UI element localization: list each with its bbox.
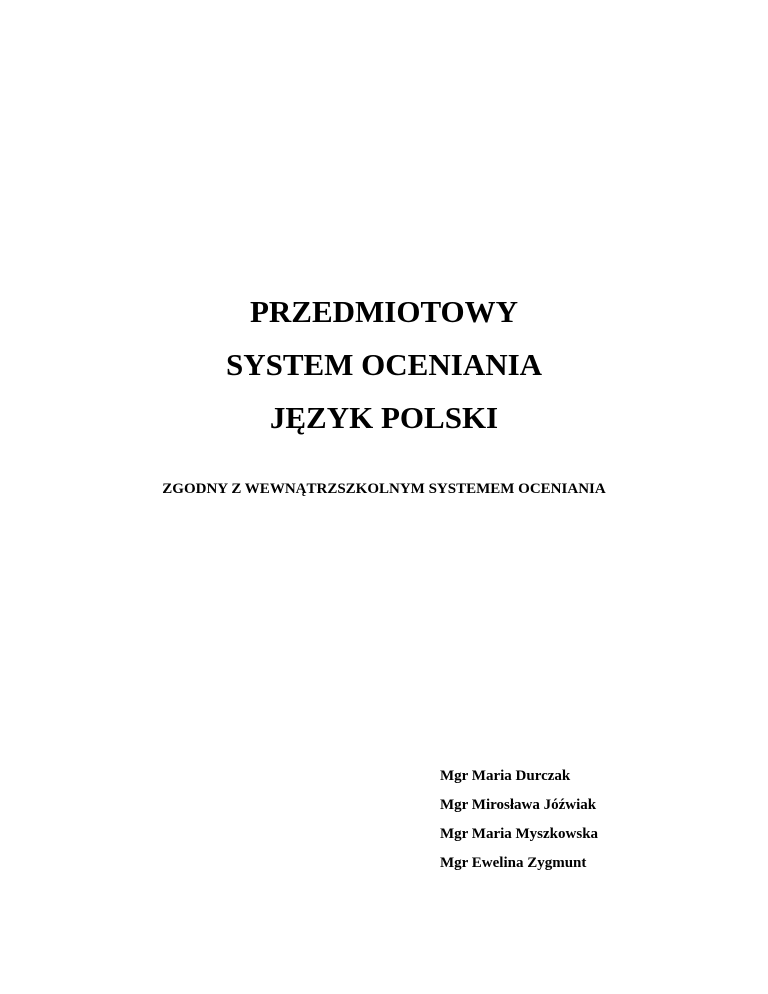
title-line-1: PRZEDMIOTOWY: [249, 294, 519, 329]
document-title: [0, 293, 768, 452]
author-name: Mgr Maria Durczak: [440, 768, 571, 784]
title-line-3: JĘZYK POLSKI: [269, 400, 499, 435]
author-list: [440, 767, 740, 883]
author-name: Mgr Maria Myszkowska: [440, 826, 599, 842]
author-name: Mgr Ewelina Zygmunt: [440, 855, 587, 871]
document-subtitle: ZGODNY Z WEWNĄTRZSZKOLNYM SYSTEMEM OCENIANIA: [162, 481, 606, 497]
title-line-2: SYSTEM OCENIANIA: [225, 347, 543, 382]
author-name: Mgr Mirosława Jóźwiak: [440, 797, 597, 813]
